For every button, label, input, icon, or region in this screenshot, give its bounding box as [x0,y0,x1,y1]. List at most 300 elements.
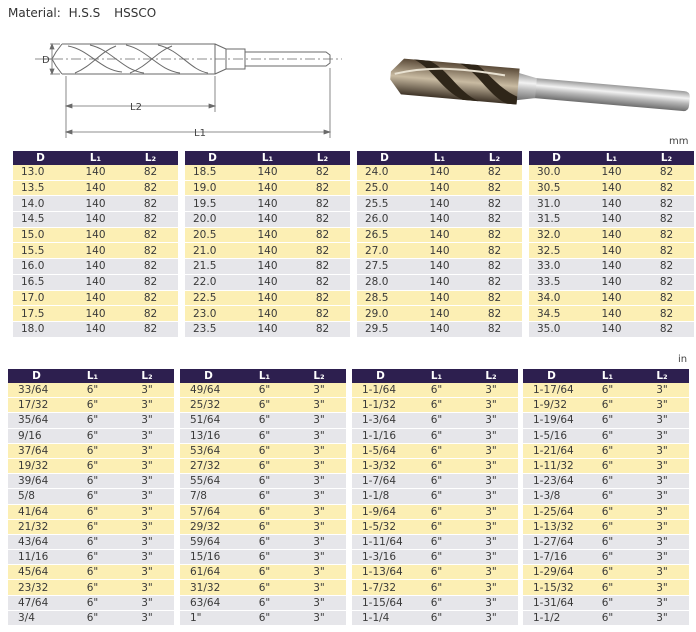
flute-length-cell: 3" [120,428,174,443]
flute-length-cell: 82 [295,180,350,196]
table-row [352,595,518,610]
flute-length-cell: 3" [635,580,689,595]
diameter-cell: 32.0 [529,227,584,243]
drill-dimension-diagram [30,22,350,142]
diameter-cell: 33.5 [529,274,584,290]
table-row [352,383,518,398]
column-header: L₂ [467,151,522,165]
flute-length-cell: 3" [120,474,174,489]
diameter-cell: 18.5 [185,165,240,180]
overall-length-cell: 6" [409,458,464,473]
diameter-cell: 13/16 [180,428,237,443]
flute-length-cell: 82 [467,274,522,290]
overall-length-cell: 140 [412,212,467,228]
diameter-cell: 23.5 [185,321,240,337]
diameter-cell: 1-7/16 [523,550,580,565]
dim-l2-label: L2 [130,102,142,113]
diameter-cell: 22.0 [185,274,240,290]
table-row [185,243,350,259]
diameter-cell: 13.5 [13,180,68,196]
table-row [185,321,350,337]
diameter-cell: 35/64 [8,413,65,428]
table-row [8,610,174,625]
flute-length-cell: 82 [639,212,694,228]
diameter-cell: 31/32 [180,580,237,595]
table-row [185,227,350,243]
diameter-cell: 1-1/8 [352,489,409,504]
overall-length-cell: 6" [65,580,120,595]
flute-length-cell: 82 [467,165,522,180]
overall-length-cell: 6" [580,519,635,534]
diameter-cell: 15.0 [13,227,68,243]
diameter-cell: 26.0 [357,212,412,228]
material-line [8,6,156,20]
overall-length-cell: 140 [584,306,639,322]
table-row [357,321,522,337]
column-header: D [357,151,412,165]
flute-length-cell: 3" [292,428,346,443]
diameter-cell: 33.0 [529,259,584,275]
overall-length-cell: 6" [409,489,464,504]
overall-length-cell: 6" [65,428,120,443]
overall-length-cell: 6" [237,398,292,413]
overall-length-cell: 6" [65,458,120,473]
diameter-cell: 26.5 [357,227,412,243]
overall-length-cell: 6" [237,595,292,610]
overall-length-cell: 140 [240,259,295,275]
table-row [185,274,350,290]
table-row [352,534,518,549]
table-row [8,458,174,473]
diameter-cell: 1-15/32 [523,580,580,595]
column-header: L₁ [237,369,292,383]
table-row [13,243,178,259]
diameter-cell: 49/64 [180,383,237,398]
overall-length-cell: 6" [580,504,635,519]
flute-length-cell: 82 [295,274,350,290]
flute-length-cell: 82 [123,165,178,180]
diameter-cell: 28.0 [357,274,412,290]
overall-length-cell: 6" [65,565,120,580]
diameter-cell: 1-11/32 [523,458,580,473]
diameter-cell: 21.5 [185,259,240,275]
table-row [13,180,178,196]
overall-length-cell: 6" [580,413,635,428]
flute-length-cell: 3" [120,398,174,413]
table-header-row [13,151,178,165]
overall-length-cell: 6" [237,610,292,625]
table-row [180,595,346,610]
table-row [13,165,178,180]
diameter-cell: 5/8 [8,489,65,504]
diameter-cell: 47/64 [8,595,65,610]
flute-length-cell: 82 [123,180,178,196]
overall-length-cell: 6" [65,474,120,489]
flute-length-cell: 3" [464,504,518,519]
flute-length-cell: 82 [639,306,694,322]
flute-length-cell: 3" [292,519,346,534]
diameter-cell: 31.0 [529,196,584,212]
overall-length-cell: 6" [65,398,120,413]
flute-length-cell: 3" [635,398,689,413]
diameter-cell: 13.0 [13,165,68,180]
diameter-cell: 28.5 [357,290,412,306]
overall-length-cell: 6" [409,519,464,534]
flute-length-cell: 3" [635,595,689,610]
diameter-cell: 21.0 [185,243,240,259]
overall-length-cell: 6" [237,474,292,489]
diameter-cell: 51/64 [180,413,237,428]
column-header: D [523,369,580,383]
table-row [185,196,350,212]
overall-length-cell: 140 [584,259,639,275]
diameter-cell: 18.0 [13,321,68,337]
diameter-cell: 37/64 [8,443,65,458]
overall-length-cell: 6" [580,565,635,580]
flute-length-cell: 82 [123,321,178,337]
diameter-cell: 1-13/64 [352,565,409,580]
overall-length-cell: 6" [580,474,635,489]
table-row [185,212,350,228]
flute-length-cell: 3" [635,519,689,534]
overall-length-cell: 140 [584,274,639,290]
table-row [13,321,178,337]
column-header: L₂ [635,369,689,383]
diameter-cell: 1-7/64 [352,474,409,489]
column-header: L₁ [240,151,295,165]
overall-length-cell: 6" [580,443,635,458]
diameter-cell: 33/64 [8,383,65,398]
diameter-cell: 1-13/32 [523,519,580,534]
flute-length-cell: 3" [635,504,689,519]
table-row [13,227,178,243]
flute-length-cell: 3" [120,458,174,473]
table-row [185,306,350,322]
overall-length-cell: 6" [409,443,464,458]
material-grade-hss: H.S.S [68,6,101,20]
table-row [8,383,174,398]
metric-size-table [529,151,694,338]
diameter-cell: 27.5 [357,259,412,275]
table-header-row [8,369,174,383]
table-row [180,519,346,534]
diameter-cell: 14.0 [13,196,68,212]
table-row [352,610,518,625]
flute-length-cell: 3" [464,610,518,625]
overall-length-cell: 6" [409,383,464,398]
diameter-cell: 34.0 [529,290,584,306]
flute-length-cell: 3" [292,458,346,473]
table-row [352,398,518,413]
diameter-cell: 53/64 [180,443,237,458]
diameter-cell: 1-1/16 [352,428,409,443]
overall-length-cell: 6" [237,519,292,534]
diameter-cell: 1-1/4 [352,610,409,625]
column-header: D [185,151,240,165]
table-row [8,489,174,504]
flute-length-cell: 82 [123,306,178,322]
flute-length-cell: 3" [464,534,518,549]
overall-length-cell: 6" [65,504,120,519]
overall-length-cell: 6" [409,413,464,428]
diameter-cell: 27.0 [357,243,412,259]
column-header: D [8,369,65,383]
table-row [185,290,350,306]
overall-length-cell: 6" [237,413,292,428]
table-row [352,443,518,458]
diameter-cell: 27/32 [180,458,237,473]
diameter-cell: 25/32 [180,398,237,413]
diameter-cell: 1-1/64 [352,383,409,398]
overall-length-cell: 6" [65,489,120,504]
column-header: L₂ [464,369,518,383]
flute-length-cell: 82 [295,243,350,259]
flute-length-cell: 3" [120,504,174,519]
flute-length-cell: 82 [639,165,694,180]
overall-length-cell: 140 [412,227,467,243]
diameter-cell: 19/32 [8,458,65,473]
diameter-cell: 7/8 [180,489,237,504]
table-row [8,519,174,534]
flute-length-cell: 3" [464,595,518,610]
flute-length-cell: 82 [467,227,522,243]
overall-length-cell: 6" [237,458,292,473]
overall-length-cell: 6" [409,580,464,595]
table-row [180,504,346,519]
diameter-cell: 32.5 [529,243,584,259]
table-row [352,550,518,565]
table-header-row [185,151,350,165]
inch-size-table [8,369,174,626]
diameter-cell: 1-27/64 [523,534,580,549]
flute-length-cell: 3" [464,519,518,534]
diameter-cell: 43/64 [8,534,65,549]
overall-length-cell: 6" [580,398,635,413]
table-row [180,443,346,458]
overall-length-cell: 6" [580,383,635,398]
table-row [523,413,689,428]
diameter-cell: 14.5 [13,212,68,228]
table-header-row [180,369,346,383]
overall-length-cell: 6" [580,610,635,625]
flute-length-cell: 3" [464,443,518,458]
diameter-cell: 31.5 [529,212,584,228]
diameter-cell: 19.0 [185,180,240,196]
diameter-cell: 1-17/64 [523,383,580,398]
diameter-cell: 15/16 [180,550,237,565]
flute-length-cell: 82 [123,290,178,306]
table-row [357,290,522,306]
flute-length-cell: 3" [120,489,174,504]
overall-length-cell: 140 [240,196,295,212]
overall-length-cell: 140 [412,321,467,337]
diameter-cell: 30.5 [529,180,584,196]
diameter-cell: 1-7/32 [352,580,409,595]
overall-length-cell: 6" [409,398,464,413]
flute-length-cell: 82 [123,243,178,259]
table-row [8,534,174,549]
flute-length-cell: 82 [467,321,522,337]
flute-length-cell: 82 [467,259,522,275]
table-row [357,243,522,259]
column-header: L₁ [68,151,123,165]
flute-length-cell: 3" [120,519,174,534]
table-row [357,274,522,290]
diameter-cell: 57/64 [180,504,237,519]
column-header: D [529,151,584,165]
flute-length-cell: 3" [464,474,518,489]
table-row [180,398,346,413]
flute-length-cell: 82 [639,259,694,275]
overall-length-cell: 6" [237,428,292,443]
diameter-cell: 1-3/64 [352,413,409,428]
flute-length-cell: 82 [639,227,694,243]
flute-length-cell: 3" [635,428,689,443]
diameter-cell: 1-5/16 [523,428,580,443]
diameter-cell: 1-9/32 [523,398,580,413]
overall-length-cell: 140 [68,196,123,212]
overall-length-cell: 140 [240,180,295,196]
flute-length-cell: 82 [639,321,694,337]
diameter-cell: 30.0 [529,165,584,180]
table-row [180,534,346,549]
table-row [529,196,694,212]
table-row [180,580,346,595]
table-row [529,274,694,290]
flute-length-cell: 3" [120,610,174,625]
table-row [529,290,694,306]
inch-size-table [180,369,346,626]
table-row [180,610,346,625]
flute-length-cell: 3" [464,398,518,413]
flute-length-cell: 3" [292,550,346,565]
flute-length-cell: 3" [464,580,518,595]
table-row [352,504,518,519]
diameter-cell: 23/32 [8,580,65,595]
material-label: Material: [8,6,61,20]
overall-length-cell: 6" [409,595,464,610]
flute-length-cell: 82 [295,259,350,275]
overall-length-cell: 140 [412,180,467,196]
table-row [523,519,689,534]
diameter-cell: 16.0 [13,259,68,275]
overall-length-cell: 6" [409,565,464,580]
flute-length-cell: 82 [639,196,694,212]
table-header-row [357,151,522,165]
diameter-cell: 1-15/64 [352,595,409,610]
table-row [13,212,178,228]
diameter-cell: 22.5 [185,290,240,306]
flute-length-cell: 3" [464,413,518,428]
flute-length-cell: 3" [464,428,518,443]
table-row [180,550,346,565]
table-row [13,259,178,275]
table-row [180,383,346,398]
table-row [529,259,694,275]
table-row [523,428,689,443]
table-row [185,165,350,180]
table-row [352,489,518,504]
table-row [357,259,522,275]
table-row [523,580,689,595]
flute-length-cell: 82 [123,274,178,290]
diameter-cell: 24.0 [357,165,412,180]
overall-length-cell: 6" [580,458,635,473]
flute-length-cell: 82 [123,259,178,275]
flute-length-cell: 3" [120,580,174,595]
flute-length-cell: 3" [292,580,346,595]
overall-length-cell: 6" [65,443,120,458]
flute-length-cell: 3" [292,443,346,458]
flute-length-cell: 82 [467,212,522,228]
table-row [8,443,174,458]
flute-length-cell: 82 [467,180,522,196]
flute-length-cell: 3" [635,565,689,580]
table-row [523,458,689,473]
table-row [8,504,174,519]
flute-length-cell: 82 [639,290,694,306]
overall-length-cell: 140 [412,165,467,180]
diameter-cell: 20.0 [185,212,240,228]
table-row [180,474,346,489]
overall-length-cell: 140 [584,212,639,228]
diameter-cell: 59/64 [180,534,237,549]
overall-length-cell: 6" [65,534,120,549]
diameter-cell: 45/64 [8,565,65,580]
table-row [523,550,689,565]
table-row [8,413,174,428]
overall-length-cell: 140 [68,165,123,180]
diameter-cell: 1-25/64 [523,504,580,519]
diameter-cell: 29.5 [357,321,412,337]
overall-length-cell: 140 [240,306,295,322]
overall-length-cell: 140 [240,212,295,228]
overall-length-cell: 6" [237,565,292,580]
flute-length-cell: 82 [295,212,350,228]
dim-d-label: D [42,55,50,66]
diameter-cell: 17.0 [13,290,68,306]
flute-length-cell: 82 [295,165,350,180]
diameter-cell: 1-23/64 [523,474,580,489]
diameter-cell: 1-3/8 [523,489,580,504]
overall-length-cell: 6" [409,610,464,625]
flute-length-cell: 3" [292,534,346,549]
flute-length-cell: 3" [292,489,346,504]
flute-length-cell: 3" [464,383,518,398]
overall-length-cell: 140 [68,212,123,228]
flute-length-cell: 82 [467,196,522,212]
flute-length-cell: 82 [467,306,522,322]
column-header: L₁ [412,151,467,165]
overall-length-cell: 6" [580,580,635,595]
table-row [523,398,689,413]
overall-length-cell: 140 [68,290,123,306]
flute-length-cell: 82 [123,196,178,212]
metric-unit-label: mm [669,136,689,147]
table-row [352,413,518,428]
table-row [180,489,346,504]
overall-length-cell: 140 [68,321,123,337]
table-row [8,580,174,595]
diameter-cell: 25.0 [357,180,412,196]
table-row [529,321,694,337]
diameter-cell: 11/16 [8,550,65,565]
overall-length-cell: 140 [240,227,295,243]
table-row [357,306,522,322]
column-header: L₂ [292,369,346,383]
table-row [523,610,689,625]
flute-length-cell: 3" [120,534,174,549]
